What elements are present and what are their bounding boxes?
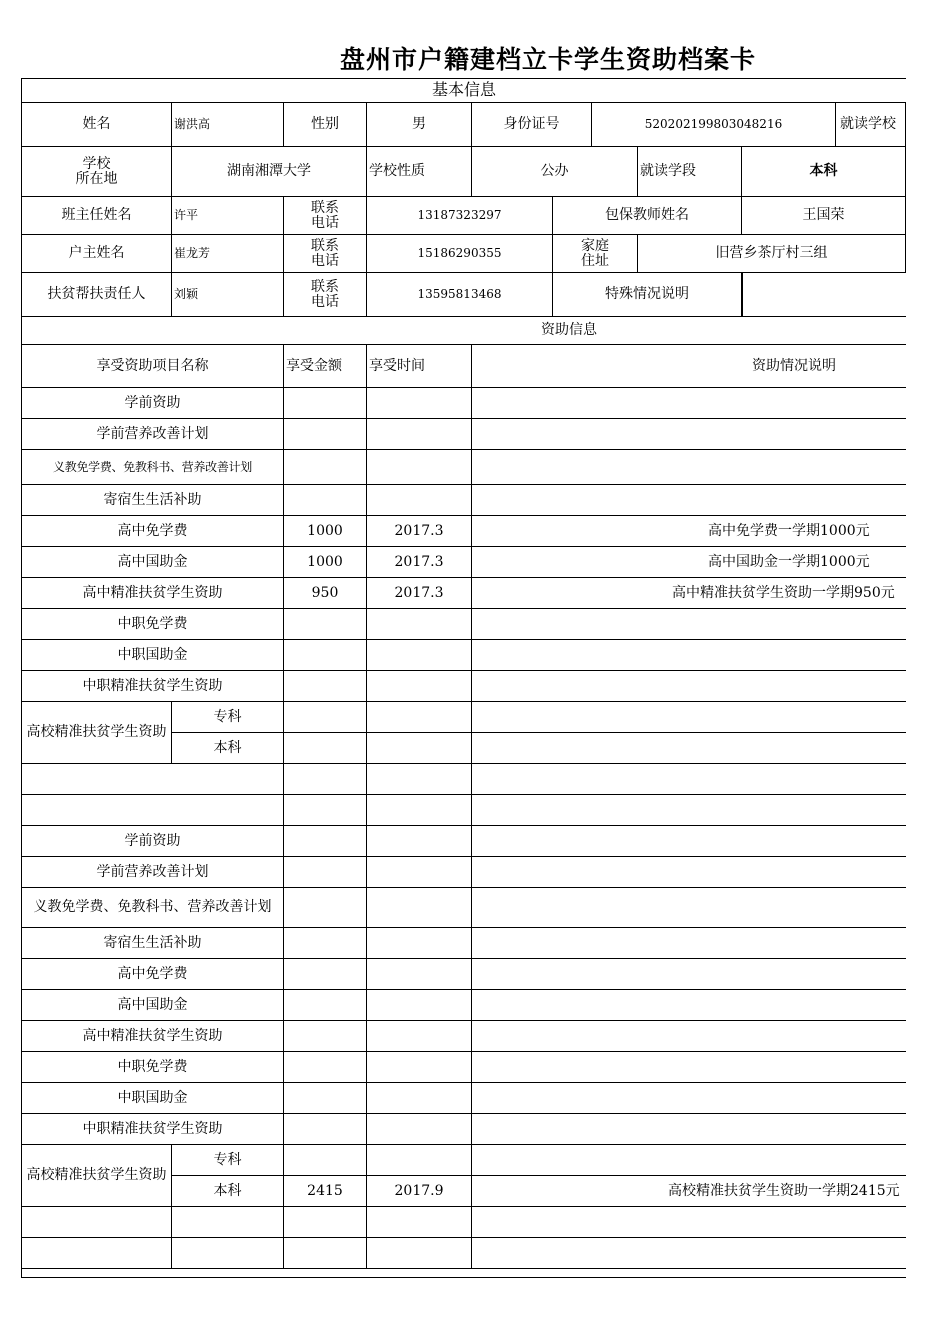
blank-row-cell xyxy=(22,795,284,826)
school-nature-value: 公办 xyxy=(472,147,638,197)
aid-time: 2017.3 xyxy=(367,578,472,609)
aid-desc xyxy=(472,1145,906,1176)
blank-row-cell xyxy=(284,1238,367,1269)
aid-amount xyxy=(284,485,367,516)
aid-project-name: 寄宿生生活补助 xyxy=(22,485,284,516)
aid-amount xyxy=(284,1021,367,1052)
aid-amount: 950 xyxy=(284,578,367,609)
college-aid-label: 高校精准扶贫学生资助 xyxy=(22,702,172,764)
school-label: 就读学校 xyxy=(836,103,906,147)
aid-project-name: 高中国助金 xyxy=(22,547,284,578)
householder-value: 崔龙芳 xyxy=(172,235,284,273)
aid-project-name: 中职国助金 xyxy=(22,1083,284,1114)
aid-project-name: 高中国助金 xyxy=(22,990,284,1021)
aid-info-header: 资助信息 xyxy=(22,317,906,345)
name-value: 谢洪高 xyxy=(172,103,284,147)
aid-desc xyxy=(472,419,906,450)
blank-row-cell xyxy=(172,1238,284,1269)
aid-project-name: 学前资助 xyxy=(22,388,284,419)
aid-time xyxy=(367,857,472,888)
aid-project-name: 高中免学费 xyxy=(22,516,284,547)
aid-amount xyxy=(284,959,367,990)
blank-row-cell xyxy=(367,1207,472,1238)
householder-label: 户主姓名 xyxy=(22,235,172,273)
aid-amount xyxy=(284,640,367,671)
aid-desc xyxy=(472,702,906,733)
aid-project-name: 中职免学费 xyxy=(22,609,284,640)
aid-amount xyxy=(284,733,367,764)
aid-amount xyxy=(284,388,367,419)
aid-desc xyxy=(472,1114,906,1145)
blank-row-cell xyxy=(284,764,367,795)
col-time-header: 享受时间 xyxy=(367,345,472,388)
aid-time xyxy=(367,826,472,857)
college-sub-label: 专科 xyxy=(172,702,284,733)
aid-time xyxy=(367,990,472,1021)
address-label: 家庭 住址 xyxy=(553,235,638,273)
teacher-value: 许平 xyxy=(172,197,284,235)
teacher-phone-value: 13187323297 xyxy=(367,197,553,235)
aid-amount xyxy=(284,419,367,450)
aid-amount xyxy=(284,1052,367,1083)
householder-phone-value: 15186290355 xyxy=(367,235,553,273)
aid-project-name: 高中免学费 xyxy=(22,959,284,990)
helper-label: 扶贫帮扶责任人 xyxy=(22,273,172,317)
aid-amount: 2415 xyxy=(284,1176,367,1207)
aid-time: 2017.9 xyxy=(367,1176,472,1207)
aid-amount xyxy=(284,671,367,702)
aid-amount xyxy=(284,857,367,888)
aid-time: 2017.3 xyxy=(367,516,472,547)
col-desc-header: 资助情况说明 xyxy=(472,345,906,388)
aid-amount: 1000 xyxy=(284,547,367,578)
aid-project-name: 学前营养改善计划 xyxy=(22,857,284,888)
gender-label: 性别 xyxy=(284,103,367,147)
aid-time xyxy=(367,450,472,485)
aid-desc xyxy=(472,959,906,990)
aid-time xyxy=(367,1083,472,1114)
aid-desc xyxy=(472,990,906,1021)
aid-amount: 1000 xyxy=(284,516,367,547)
aid-desc xyxy=(472,450,906,485)
col-amount-header: 享受金额 xyxy=(284,345,367,388)
aid-project-name: 高中精准扶贫学生资助 xyxy=(22,1021,284,1052)
aid-desc xyxy=(472,485,906,516)
aid-desc xyxy=(472,1052,906,1083)
school-location-label: 学校 所在地 xyxy=(22,147,172,197)
aid-time xyxy=(367,1114,472,1145)
name-label: 姓名 xyxy=(22,103,172,147)
gender-value: 男 xyxy=(367,103,472,147)
college-sub-label: 专科 xyxy=(172,1145,284,1176)
guarantee-teacher-label: 包保教师姓名 xyxy=(553,197,742,235)
aid-amount xyxy=(284,888,367,928)
aid-desc xyxy=(472,388,906,419)
aid-desc xyxy=(472,928,906,959)
blank-row-cell xyxy=(472,1207,906,1238)
col-project-header: 享受资助项目名称 xyxy=(22,345,284,388)
aid-amount xyxy=(284,609,367,640)
special-value xyxy=(742,273,906,317)
aid-amount xyxy=(284,990,367,1021)
aid-desc xyxy=(472,671,906,702)
aid-desc xyxy=(472,1083,906,1114)
blank-row-cell xyxy=(472,795,906,826)
blank-row-cell xyxy=(284,1207,367,1238)
stage-value: 本科 xyxy=(742,147,906,197)
aid-amount xyxy=(284,1145,367,1176)
aid-time xyxy=(367,485,472,516)
aid-time xyxy=(367,640,472,671)
aid-desc xyxy=(472,640,906,671)
aid-amount xyxy=(284,702,367,733)
basic-info-header: 基本信息 xyxy=(22,79,906,103)
id-value: 520202199803048216 xyxy=(592,103,836,147)
college-aid-label: 高校精准扶贫学生资助 xyxy=(22,1145,172,1207)
address-value: 旧营乡茶厅村三组 xyxy=(638,235,906,273)
blank-row-cell xyxy=(367,795,472,826)
special-label: 特殊情况说明 xyxy=(553,273,742,317)
aid-desc: 高校精准扶贫学生资助一学期2415元 xyxy=(472,1176,906,1207)
aid-desc xyxy=(472,609,906,640)
aid-project-name: 学前营养改善计划 xyxy=(22,419,284,450)
blank-row-cell xyxy=(472,1238,906,1269)
aid-desc: 高中国助金一学期1000元 xyxy=(472,547,906,578)
page-title: 盘州市户籍建档立卡学生资助档案卡 xyxy=(340,45,757,74)
school-nature-label: 学校性质 xyxy=(367,147,472,197)
aid-project-name: 义教免学费、免教科书、营养改善计划 xyxy=(22,888,284,928)
blank-row-cell xyxy=(367,1238,472,1269)
helper-value: 刘颖 xyxy=(172,273,284,317)
blank-row-cell xyxy=(22,764,284,795)
aid-time xyxy=(367,888,472,928)
aid-desc xyxy=(472,857,906,888)
blank-row-cell xyxy=(172,1207,284,1238)
householder-phone-label: 联系 电话 xyxy=(284,235,367,273)
aid-project-name: 高中精准扶贫学生资助 xyxy=(22,578,284,609)
blank-row-cell xyxy=(284,795,367,826)
aid-time xyxy=(367,388,472,419)
aid-desc: 高中精准扶贫学生资助一学期950元 xyxy=(472,578,906,609)
blank-row-cell xyxy=(22,1238,172,1269)
aid-desc xyxy=(472,1021,906,1052)
aid-project-name: 寄宿生生活补助 xyxy=(22,928,284,959)
aid-project-name: 义教免学费、免教科书、营养改善计划 xyxy=(22,450,284,485)
id-label: 身份证号 xyxy=(472,103,592,147)
teacher-phone-label: 联系 电话 xyxy=(284,197,367,235)
school-location-value: 湖南湘潭大学 xyxy=(172,147,367,197)
aid-time xyxy=(367,609,472,640)
stage-label: 就读学段 xyxy=(638,147,742,197)
college-sub-label: 本科 xyxy=(172,733,284,764)
aid-time: 2017.3 xyxy=(367,547,472,578)
aid-time xyxy=(367,671,472,702)
aid-time xyxy=(367,959,472,990)
aid-amount xyxy=(284,928,367,959)
guarantee-teacher-value: 王国荣 xyxy=(742,197,906,235)
aid-project-name: 中职免学费 xyxy=(22,1052,284,1083)
aid-time xyxy=(367,928,472,959)
aid-desc xyxy=(472,826,906,857)
aid-time xyxy=(367,1145,472,1176)
helper-phone-value: 13595813468 xyxy=(367,273,553,317)
helper-phone-label: 联系 电话 xyxy=(284,273,367,317)
aid-amount xyxy=(284,1114,367,1145)
aid-amount xyxy=(284,826,367,857)
aid-desc xyxy=(472,733,906,764)
aid-amount xyxy=(284,1083,367,1114)
aid-time xyxy=(367,1021,472,1052)
aid-amount xyxy=(284,450,367,485)
aid-project-name: 中职国助金 xyxy=(22,640,284,671)
blank-row-cell xyxy=(22,1207,172,1238)
aid-project-name: 中职精准扶贫学生资助 xyxy=(22,671,284,702)
teacher-label: 班主任姓名 xyxy=(22,197,172,235)
aid-time xyxy=(367,702,472,733)
blank-row-cell xyxy=(472,764,906,795)
aid-desc: 高中免学费一学期1000元 xyxy=(472,516,906,547)
aid-desc xyxy=(472,888,906,928)
college-sub-label: 本科 xyxy=(172,1176,284,1207)
aid-time xyxy=(367,419,472,450)
aid-time xyxy=(367,733,472,764)
aid-project-name: 学前资助 xyxy=(22,826,284,857)
aid-time xyxy=(367,1052,472,1083)
aid-project-name: 中职精准扶贫学生资助 xyxy=(22,1114,284,1145)
blank-row-cell xyxy=(367,764,472,795)
archive-card-table xyxy=(21,78,906,1278)
